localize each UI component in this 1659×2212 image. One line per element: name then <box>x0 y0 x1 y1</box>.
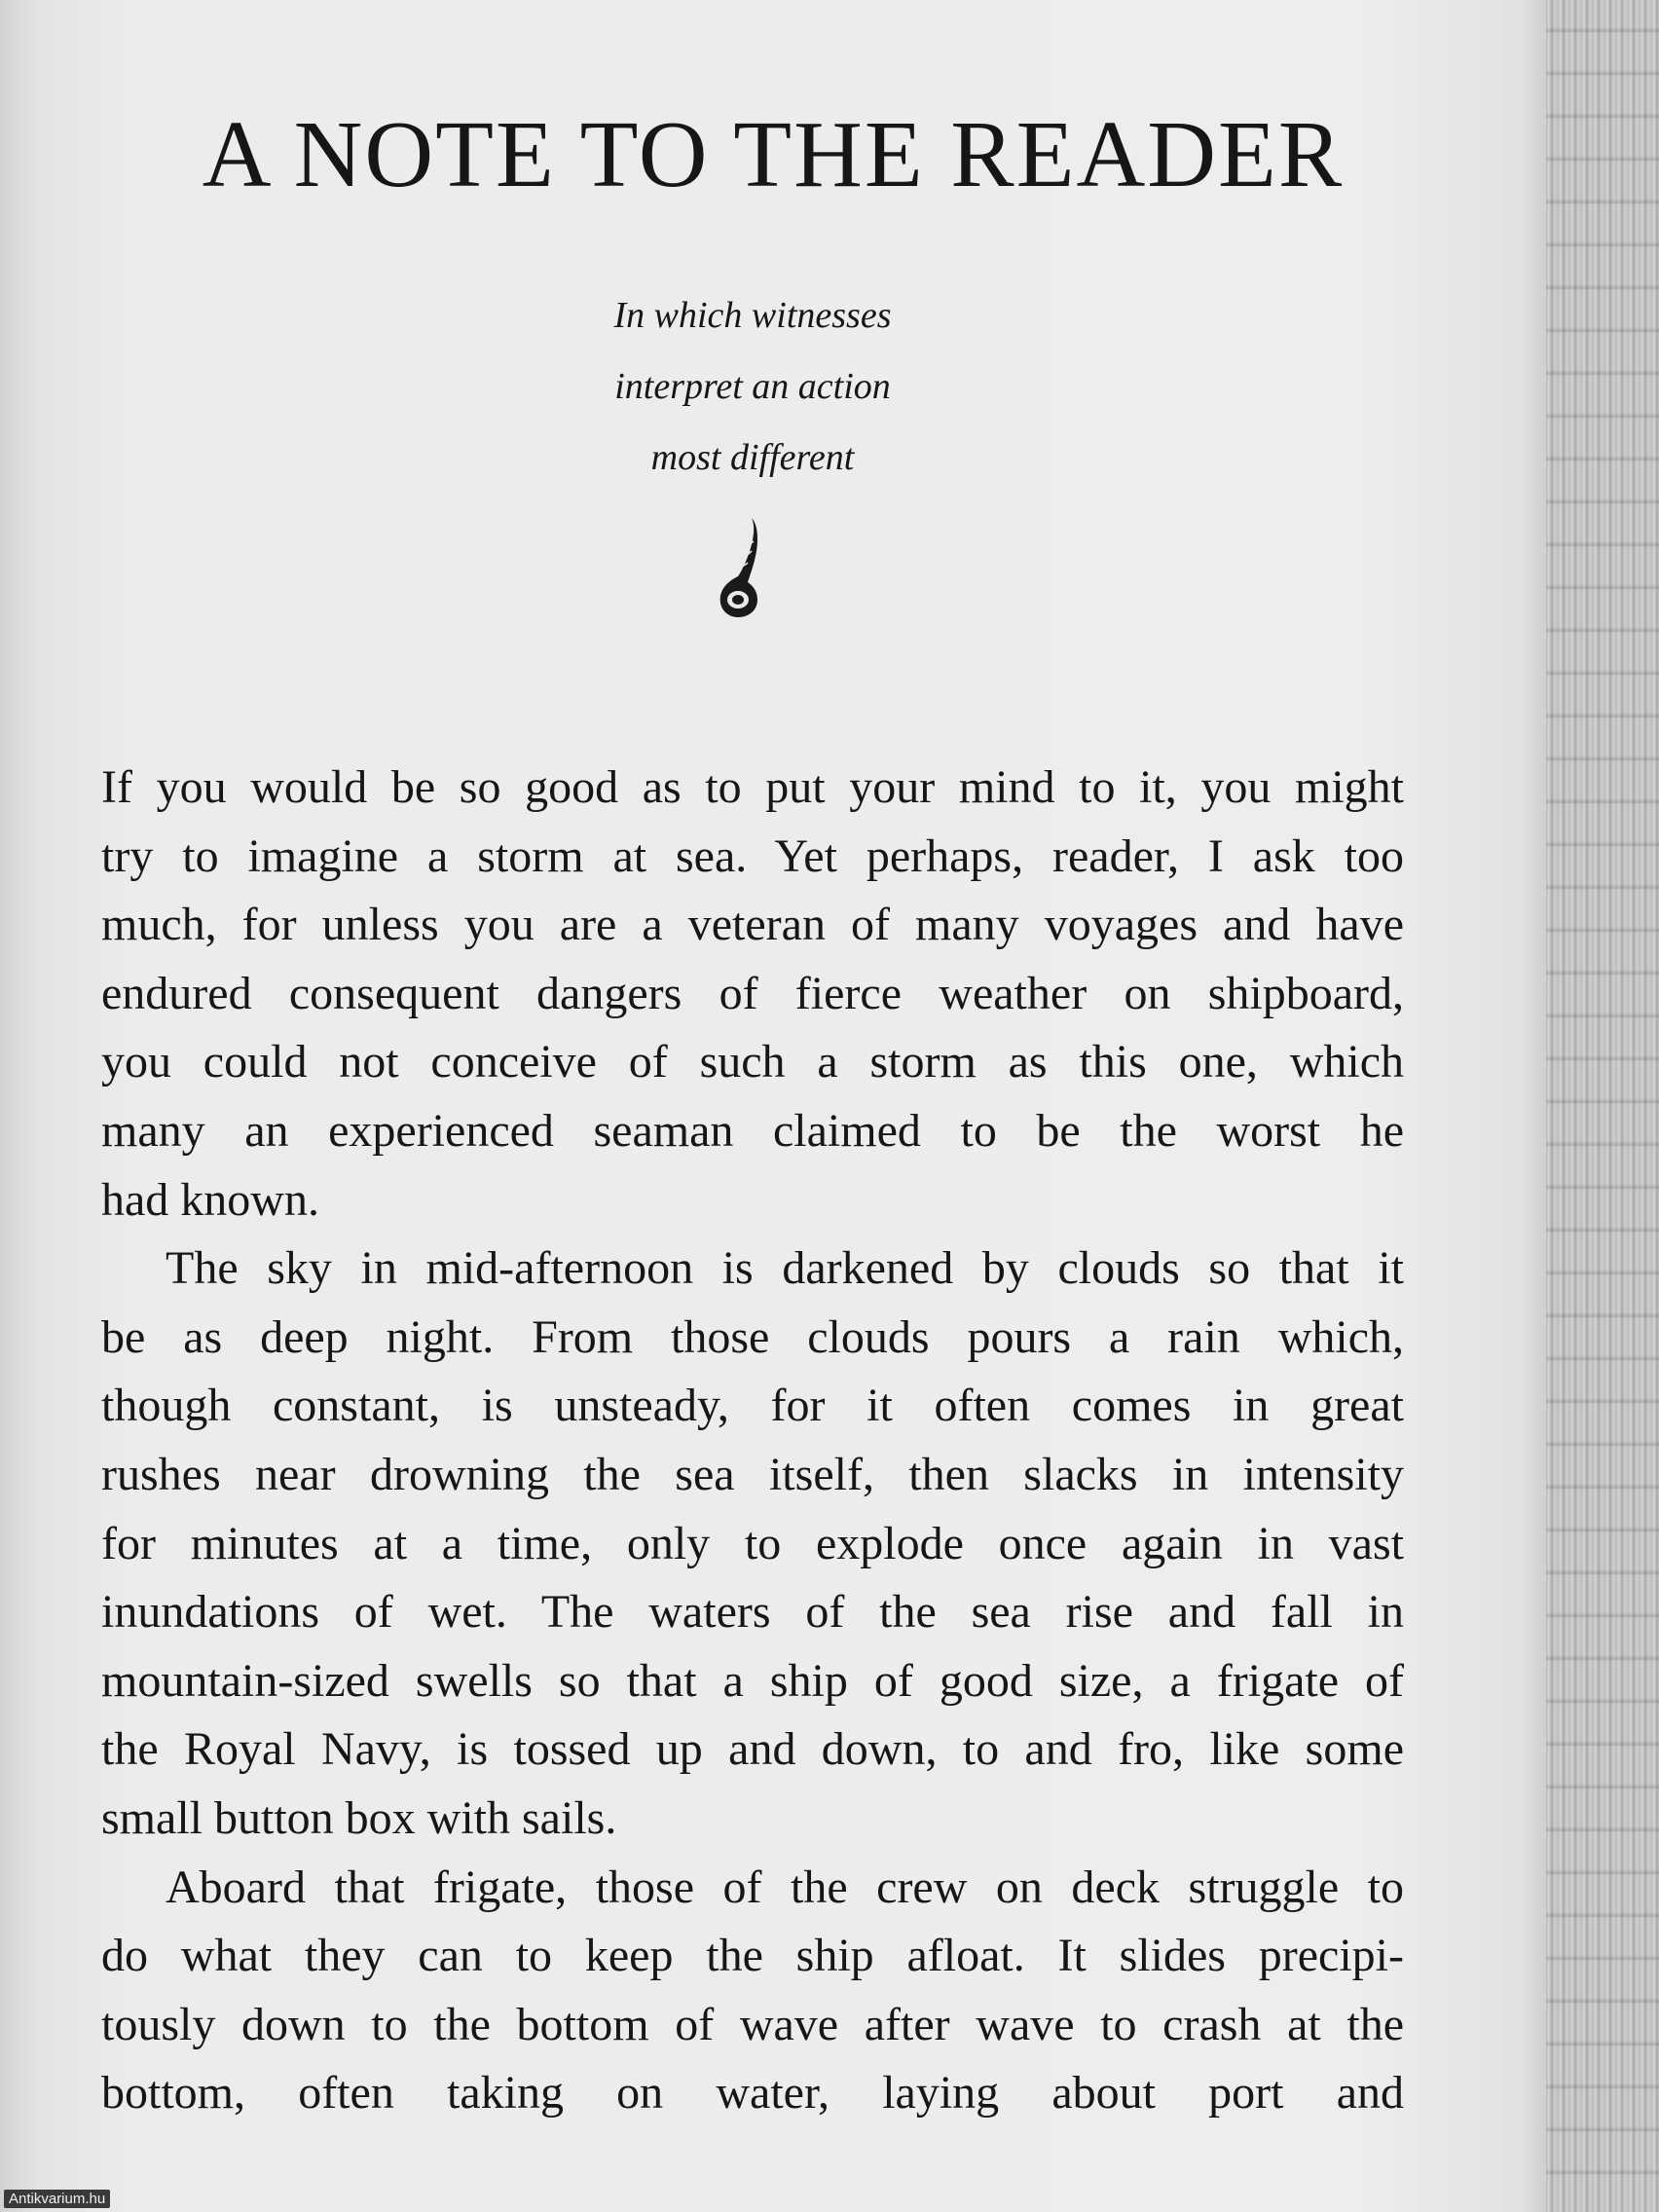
text-line: had known. <box>101 1173 319 1226</box>
text-line: small button box with sails. <box>101 1791 617 1844</box>
text-line: mountain-sized swells so that a ship of good size, a frigate of <box>101 1654 1404 1707</box>
text-line: be as deep night. From those clouds pours a rain which, <box>101 1310 1404 1363</box>
paragraph-1 <box>101 754 1404 1235</box>
text-line: Aboard that frigate, those of the crew on deck struggle to <box>166 1861 1404 1913</box>
text-line: much, for unless you are a veteran of many voyages and have <box>101 899 1404 951</box>
text-line: tously down to the bottom of wave after wave to crash at the <box>101 1998 1404 2050</box>
text-line: endured consequent dangers of fierce weather on shipboard, <box>101 967 1404 1019</box>
shell-icon <box>709 516 767 623</box>
text-line: bottom, often taking on water, laying about port and <box>101 2067 1404 2120</box>
text-line: you could not conceive of such a storm as this one, which <box>101 1036 1404 1088</box>
body-text <box>101 754 1404 2128</box>
chapter-epigraph <box>0 280 1505 494</box>
text-line: try to imagine a storm at sea. Yet perhaps, reader, I ask too <box>101 830 1404 882</box>
text-line: rushes near drowning the sea itself, then slacks in intensity <box>101 1448 1404 1500</box>
page-edges <box>1546 0 1659 2212</box>
text-line: though constant, is unsteady, for it often comes in great <box>101 1380 1404 1432</box>
text-line: inundations of wet. The waters of the sea rise and fall in <box>101 1586 1404 1639</box>
text-line: the Royal Navy, is tossed up and down, to and fro, like some <box>101 1723 1404 1776</box>
watermark: Antikvarium.hu <box>4 2190 110 2208</box>
epigraph-line: In which witnesses <box>613 295 892 336</box>
epigraph-line: interpret an action <box>614 366 891 407</box>
paragraph-3 <box>101 1854 1404 2128</box>
text-line: many an experienced seaman claimed to be the worst he <box>101 1104 1404 1157</box>
text-line: The sky in mid-afternoon is darkened by clouds so that it <box>166 1242 1404 1295</box>
paragraph-2 <box>101 1235 1404 1853</box>
text-line: do what they can to keep the ship afloat. It slides precipi- <box>101 1930 1404 1982</box>
text-line: for minutes at a time, only to explode once again in vast <box>101 1517 1404 1569</box>
chapter-title: A NOTE TO THE READER <box>202 102 1345 207</box>
text-line: If you would be so good as to put your mind to it, you might <box>101 761 1404 813</box>
epigraph-line: most different <box>650 437 855 478</box>
